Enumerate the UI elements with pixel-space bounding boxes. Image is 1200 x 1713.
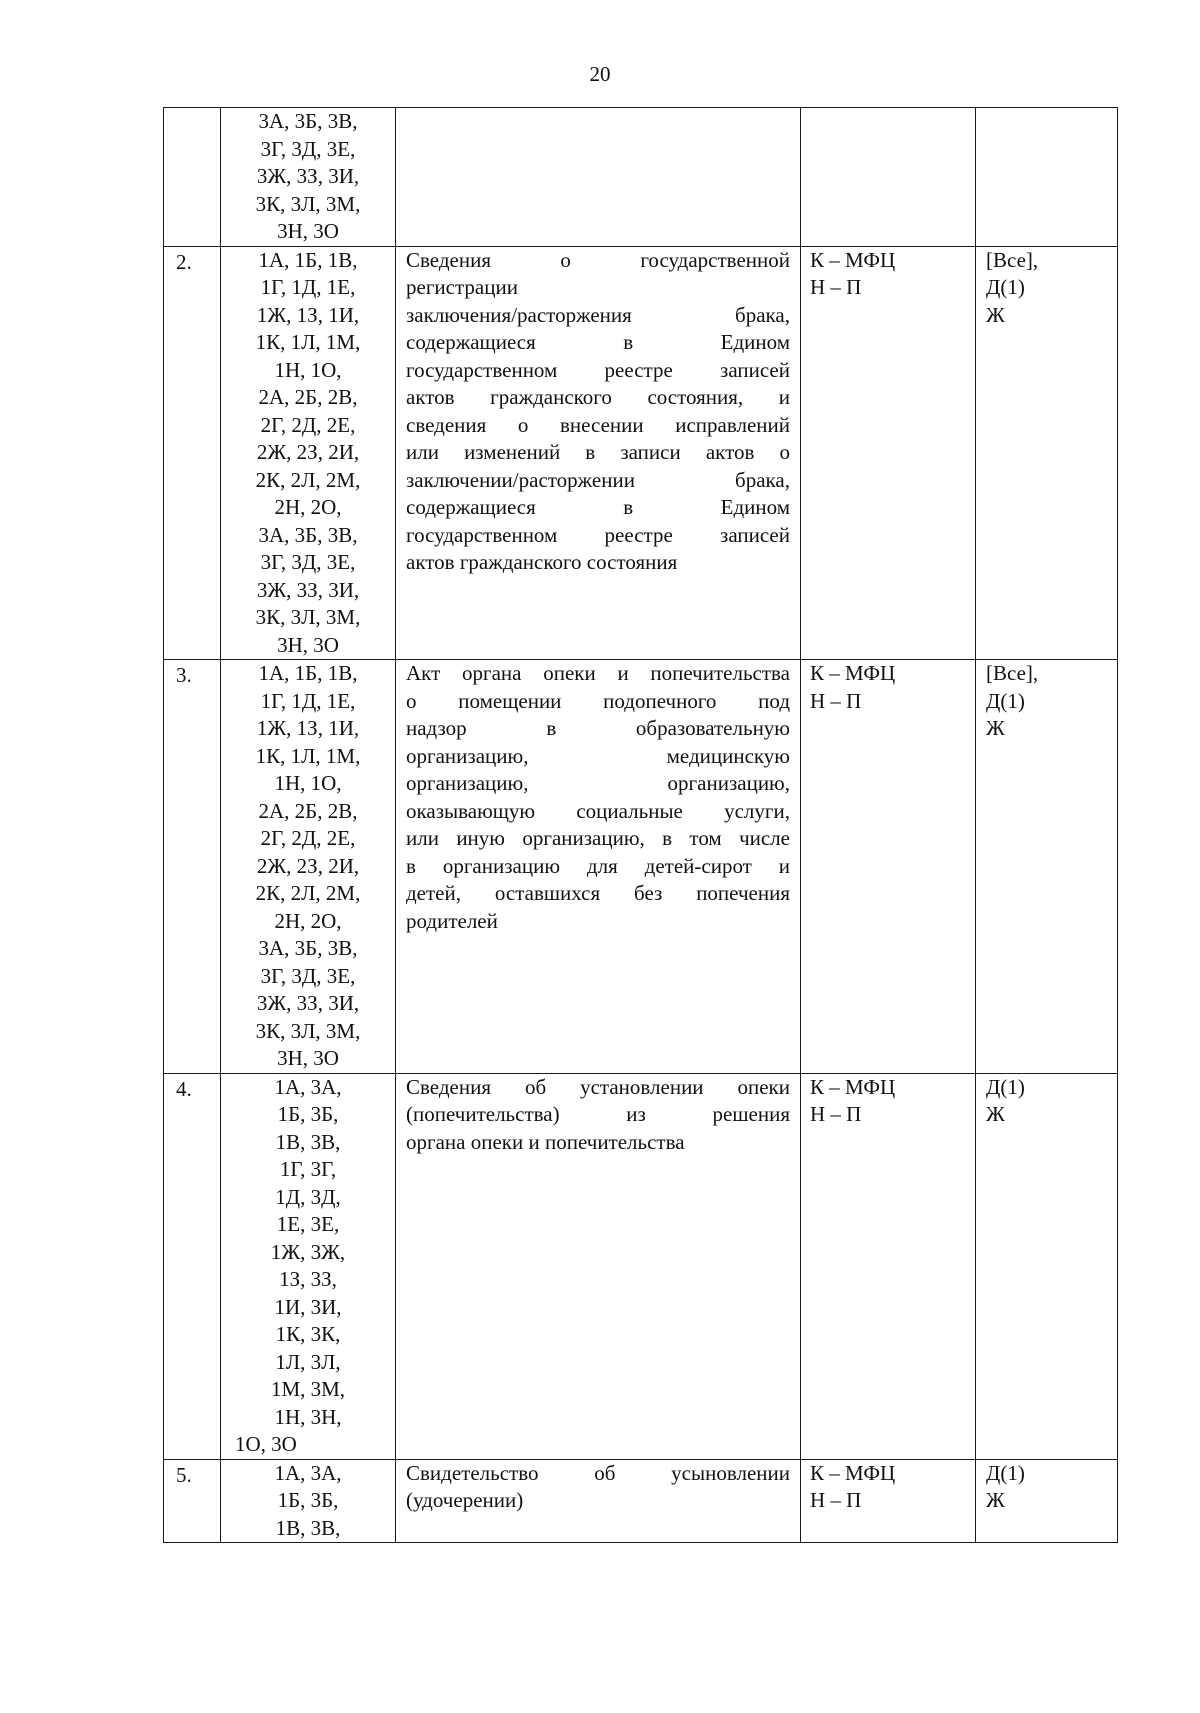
- category-codes-line: 1А, 3А,: [274, 1460, 342, 1485]
- document-description-cell: [396, 108, 801, 247]
- category-codes-line: 1Ж, 1З, 1И,: [256, 302, 360, 327]
- category-codes-line: 1А, 1Б, 1В,: [258, 661, 358, 685]
- document-description-line: содержащиеся в Едином: [406, 495, 790, 519]
- category-codes-cell: [221, 108, 396, 247]
- document-description-line: детей, оставшихся без попечения: [406, 881, 790, 905]
- category-codes-line: 1Г, 3Г,: [279, 1157, 337, 1181]
- row-number-cell: [164, 1459, 221, 1543]
- table-row: [164, 660, 1118, 1074]
- documents-table-body: [164, 108, 1118, 1543]
- tags-cell: [976, 660, 1118, 1074]
- provider-cell: [801, 1459, 976, 1543]
- category-codes-line: 1Н, 3Н,: [274, 1404, 342, 1429]
- row-number-cell: [164, 1073, 221, 1459]
- document-description-line: о помещении подопечного под: [406, 688, 790, 713]
- tags-cell: [976, 246, 1118, 660]
- category-codes-line: 3А, 3Б, 3В,: [258, 936, 358, 960]
- category-codes-line: 3К, 3Л, 3М,: [255, 605, 361, 629]
- document-description-cell: [396, 1459, 801, 1543]
- category-codes-line: 1А, 3А,: [274, 1074, 342, 1099]
- category-codes-line: 3Г, 3Д, 3Е,: [260, 550, 356, 574]
- category-codes-cell: [221, 660, 396, 1074]
- provider-cell: [801, 108, 976, 247]
- document-description-line: организацию, организацию,: [406, 771, 790, 795]
- tags-cell: [976, 1459, 1118, 1543]
- category-codes-line: 2К, 2Л, 2М,: [255, 467, 361, 492]
- tag-line: Д(1): [986, 1460, 1025, 1485]
- provider-line: К – МФЦ: [810, 1460, 896, 1485]
- category-codes-line: 3Г, 3Д, 3Е,: [260, 136, 356, 161]
- provider-cell: [801, 660, 976, 1074]
- row-number-cell: [164, 108, 221, 247]
- category-codes-line: 2К, 2Л, 2М,: [255, 881, 361, 905]
- category-codes-line: 2Г, 2Д, 2Е,: [260, 412, 356, 437]
- category-codes-line: 2Ж, 2З, 2И,: [256, 853, 360, 878]
- tag-line: Д(1): [986, 688, 1025, 713]
- category-codes-line: 1В, 3В,: [275, 1515, 341, 1540]
- document-description-line: государственном реестре записей: [406, 522, 790, 547]
- document-description-line: Сведения о государственной: [406, 247, 790, 272]
- document-description-line: в организацию для детей-сирот и: [406, 853, 790, 878]
- row-number-cell: [164, 246, 221, 660]
- document-description-line: сведения о внесении исправлений: [406, 412, 790, 437]
- tag-line: [Все],: [986, 247, 1039, 272]
- category-codes-line: 3Г, 3Д, 3Е,: [260, 963, 356, 988]
- provider-cell: [801, 246, 976, 660]
- category-codes-line: 1А, 1Б, 1В,: [258, 247, 358, 272]
- category-codes-line: 3Н, 3О: [277, 219, 339, 243]
- category-codes-line: 1Н, 1О,: [274, 771, 342, 795]
- document-description-line: заключения/расторжения брака,: [406, 302, 790, 327]
- document-description-line: или изменений в записи актов о: [406, 440, 790, 464]
- table-row: [164, 1459, 1118, 1543]
- table-row: [164, 108, 1118, 247]
- document-description-cell: [396, 1073, 801, 1459]
- category-codes-line: 3Ж, 3З, 3И,: [256, 991, 360, 1015]
- document-description-line: заключении/расторжении брака,: [406, 467, 790, 492]
- tag-line: Д(1): [986, 275, 1025, 299]
- document-description-line: оказывающую социальные услуги,: [406, 798, 790, 823]
- category-codes-line: 1Д, 3Д,: [275, 1184, 341, 1209]
- document-description-line: Свидетельство об усыновлении: [406, 1460, 790, 1485]
- table-row: [164, 1073, 1118, 1459]
- page-number: 20: [589, 62, 611, 86]
- tag-line: Д(1): [986, 1074, 1025, 1099]
- category-codes-line: 1З, 3З,: [279, 1267, 337, 1291]
- document-description-line: актов гражданского состояния, и: [406, 385, 790, 409]
- category-codes-line: 1Ж, 1З, 1И,: [256, 716, 360, 740]
- category-codes-line: 1О, 3О: [235, 1432, 297, 1456]
- document-description-line: Сведения об установлении опеки: [406, 1074, 790, 1099]
- document-description-line: Акт органа опеки и попечительства: [406, 661, 790, 685]
- category-codes-cell: [221, 1459, 396, 1543]
- row-number: 3.: [176, 663, 192, 687]
- category-codes-line: 1Л, 3Л,: [275, 1349, 341, 1374]
- category-codes-line: 1И, 3И,: [274, 1294, 342, 1319]
- documents-table: [163, 107, 1118, 1543]
- category-codes-line: 1Г, 1Д, 1Е,: [260, 688, 356, 713]
- category-codes-line: 2А, 2Б, 2В,: [258, 798, 358, 823]
- category-codes-line: 3А, 3Б, 3В,: [258, 109, 358, 133]
- category-codes-line: 2А, 2Б, 2В,: [258, 385, 358, 409]
- row-number: 5.: [176, 1462, 192, 1487]
- row-number-cell: [164, 660, 221, 1074]
- row-number: 4.: [176, 1076, 192, 1101]
- category-codes-line: 1Г, 1Д, 1Е,: [260, 275, 356, 299]
- document-description-line: (попечительства) из решения: [406, 1102, 790, 1126]
- category-codes-line: 2Ж, 2З, 2И,: [256, 440, 360, 464]
- tag-line: Ж: [986, 1488, 1005, 1512]
- provider-line: К – МФЦ: [810, 247, 896, 272]
- category-codes-cell: [221, 246, 396, 660]
- category-codes-line: 1Б, 3Б,: [277, 1102, 339, 1126]
- document-description-line: регистрации: [406, 275, 518, 299]
- provider-line: К – МФЦ: [810, 1074, 896, 1099]
- category-codes-line: 1В, 3В,: [275, 1129, 341, 1154]
- table-row: [164, 246, 1118, 660]
- document-description-cell: [396, 246, 801, 660]
- tags-cell: [976, 1073, 1118, 1459]
- provider-line: К – МФЦ: [810, 661, 896, 685]
- category-codes-line: 3Ж, 3З, 3И,: [256, 577, 360, 602]
- document-description-line: организацию, медицинскую: [406, 743, 790, 768]
- category-codes-line: 3Н, 3О: [277, 1046, 339, 1070]
- category-codes-line: 1К, 1Л, 1М,: [255, 330, 361, 354]
- document-description-line: (удочерении): [406, 1488, 524, 1512]
- category-codes-line: 1Ж, 3Ж,: [270, 1239, 346, 1264]
- category-codes-line: 1М, 3М,: [270, 1377, 346, 1401]
- category-codes-line: 3А, 3Б, 3В,: [258, 522, 358, 547]
- tag-line: [Все],: [986, 661, 1039, 685]
- category-codes-line: 1Н, 1О,: [274, 357, 342, 382]
- category-codes-cell: [221, 1073, 396, 1459]
- category-codes-line: 2Н, 2О,: [274, 495, 342, 519]
- provider-line: Н – П: [810, 1102, 862, 1126]
- category-codes-line: 1Б, 3Б,: [277, 1488, 339, 1512]
- document-description-line: органа опеки и попечительства: [406, 1129, 685, 1154]
- document-description-line: актов гражданского состояния: [406, 550, 678, 574]
- tag-line: Ж: [986, 302, 1005, 327]
- document-description-line: родителей: [406, 908, 498, 933]
- category-codes-line: 2Г, 2Д, 2Е,: [260, 826, 356, 850]
- category-codes-line: 1К, 1Л, 1М,: [255, 743, 361, 768]
- provider-cell: [801, 1073, 976, 1459]
- category-codes-line: 3К, 3Л, 3М,: [255, 1018, 361, 1043]
- document-description-line: надзор в образовательную: [406, 716, 790, 740]
- row-number: 2.: [176, 249, 192, 274]
- tag-line: Ж: [986, 716, 1005, 740]
- document-description-line: государственном реестре записей: [406, 357, 790, 382]
- document-description-line: или иную организацию, в том числе: [406, 826, 790, 850]
- tag-line: Ж: [986, 1102, 1005, 1126]
- document-description-line: содержащиеся в Едином: [406, 330, 790, 354]
- category-codes-line: 3К, 3Л, 3М,: [255, 191, 361, 216]
- provider-line: Н – П: [810, 275, 862, 299]
- document-description-cell: [396, 660, 801, 1074]
- category-codes-line: 1К, 3К,: [275, 1322, 341, 1346]
- tags-cell: [976, 108, 1118, 247]
- category-codes-line: 3Ж, 3З, 3И,: [256, 164, 360, 188]
- category-codes-line: 2Н, 2О,: [274, 908, 342, 933]
- provider-line: Н – П: [810, 1488, 862, 1512]
- category-codes-line: 3Н, 3О: [277, 632, 339, 657]
- provider-line: Н – П: [810, 688, 862, 713]
- category-codes-line: 1Е, 3Е,: [276, 1212, 340, 1236]
